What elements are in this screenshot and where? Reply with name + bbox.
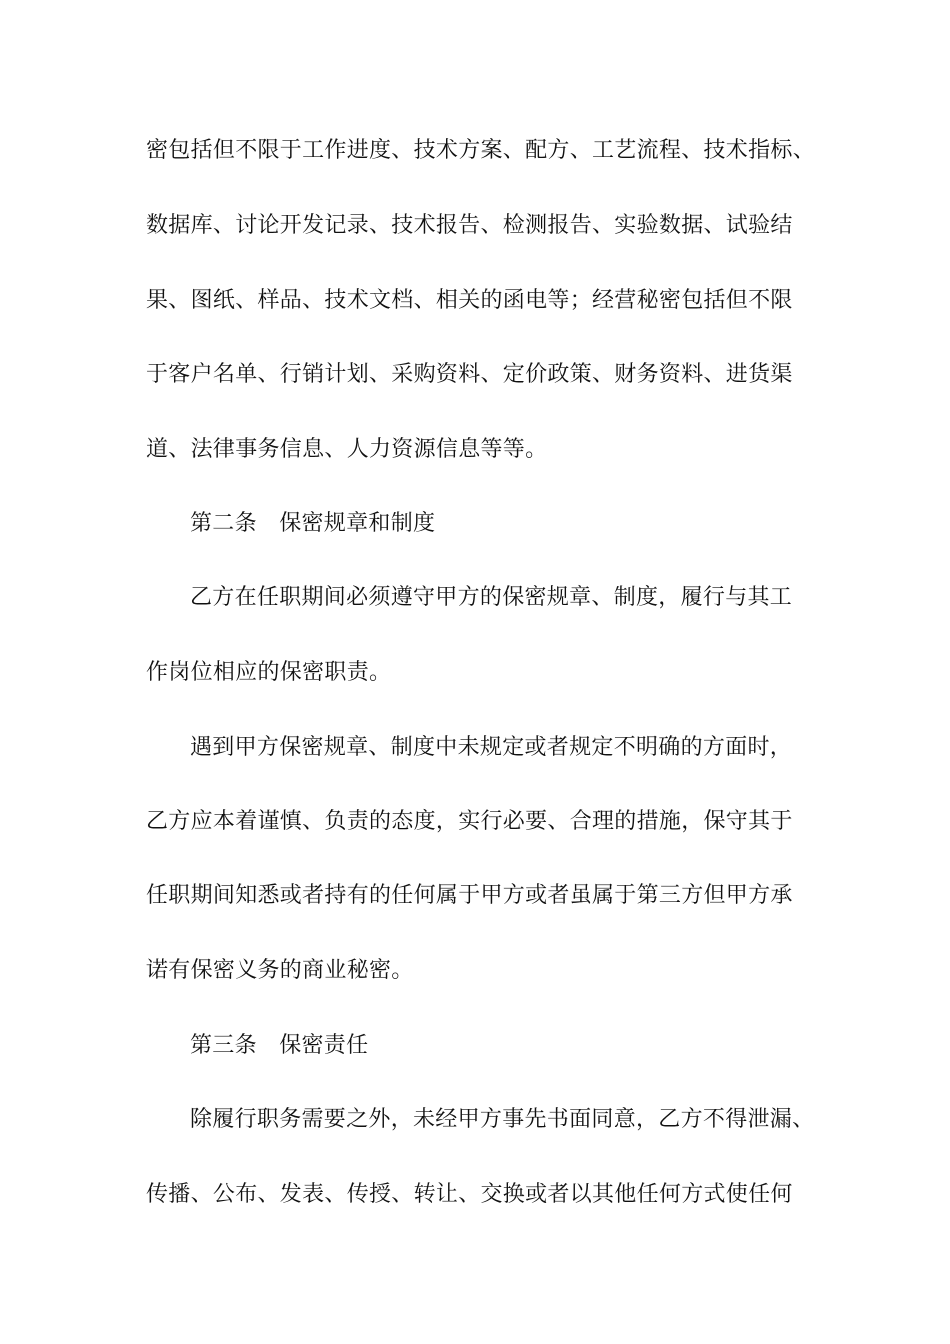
paragraph-line: 除履行职务需要之外，未经甲方事先书面同意，乙方不得泄漏、 [190, 1107, 815, 1132]
paragraph-line: 道、法律事务信息、人力资源信息等等。 [146, 437, 548, 462]
article-heading-2: 第二条 保密规章和制度 [190, 511, 436, 536]
paragraph-line: 果、图纸、样品、技术文档、相关的函电等；经营秘密包括但不限 [146, 288, 793, 313]
paragraph-line: 于客户名单、行销计划、采购资料、定价政策、财务资料、进货渠 [146, 362, 793, 387]
paragraph-line: 数据库、讨论开发记录、技术报告、检测报告、实验数据、试验结 [146, 213, 793, 238]
paragraph-line: 传播、公布、发表、传授、转让、交换或者以其他任何方式使任何 [146, 1182, 793, 1207]
paragraph-line: 密包括但不限于工作进度、技术方案、配方、工艺流程、技术指标、 [146, 138, 816, 163]
article-heading-3: 第三条 保密责任 [190, 1033, 369, 1058]
paragraph-line: 任职期间知悉或者持有的任何属于甲方或者虽属于第三方但甲方承 [146, 883, 793, 908]
paragraph-line: 乙方在任职期间必须遵守甲方的保密规章、制度，履行与其工 [190, 585, 793, 610]
paragraph-line: 遇到甲方保密规章、制度中未规定或者规定不明确的方面时， [190, 735, 793, 760]
paragraph-line: 作岗位相应的保密职责。 [146, 660, 392, 685]
paragraph-line: 乙方应本着谨慎、负责的态度，实行必要、合理的措施，保守其于 [146, 809, 793, 834]
paragraph-line: 诺有保密义务的商业秘密。 [146, 958, 414, 983]
